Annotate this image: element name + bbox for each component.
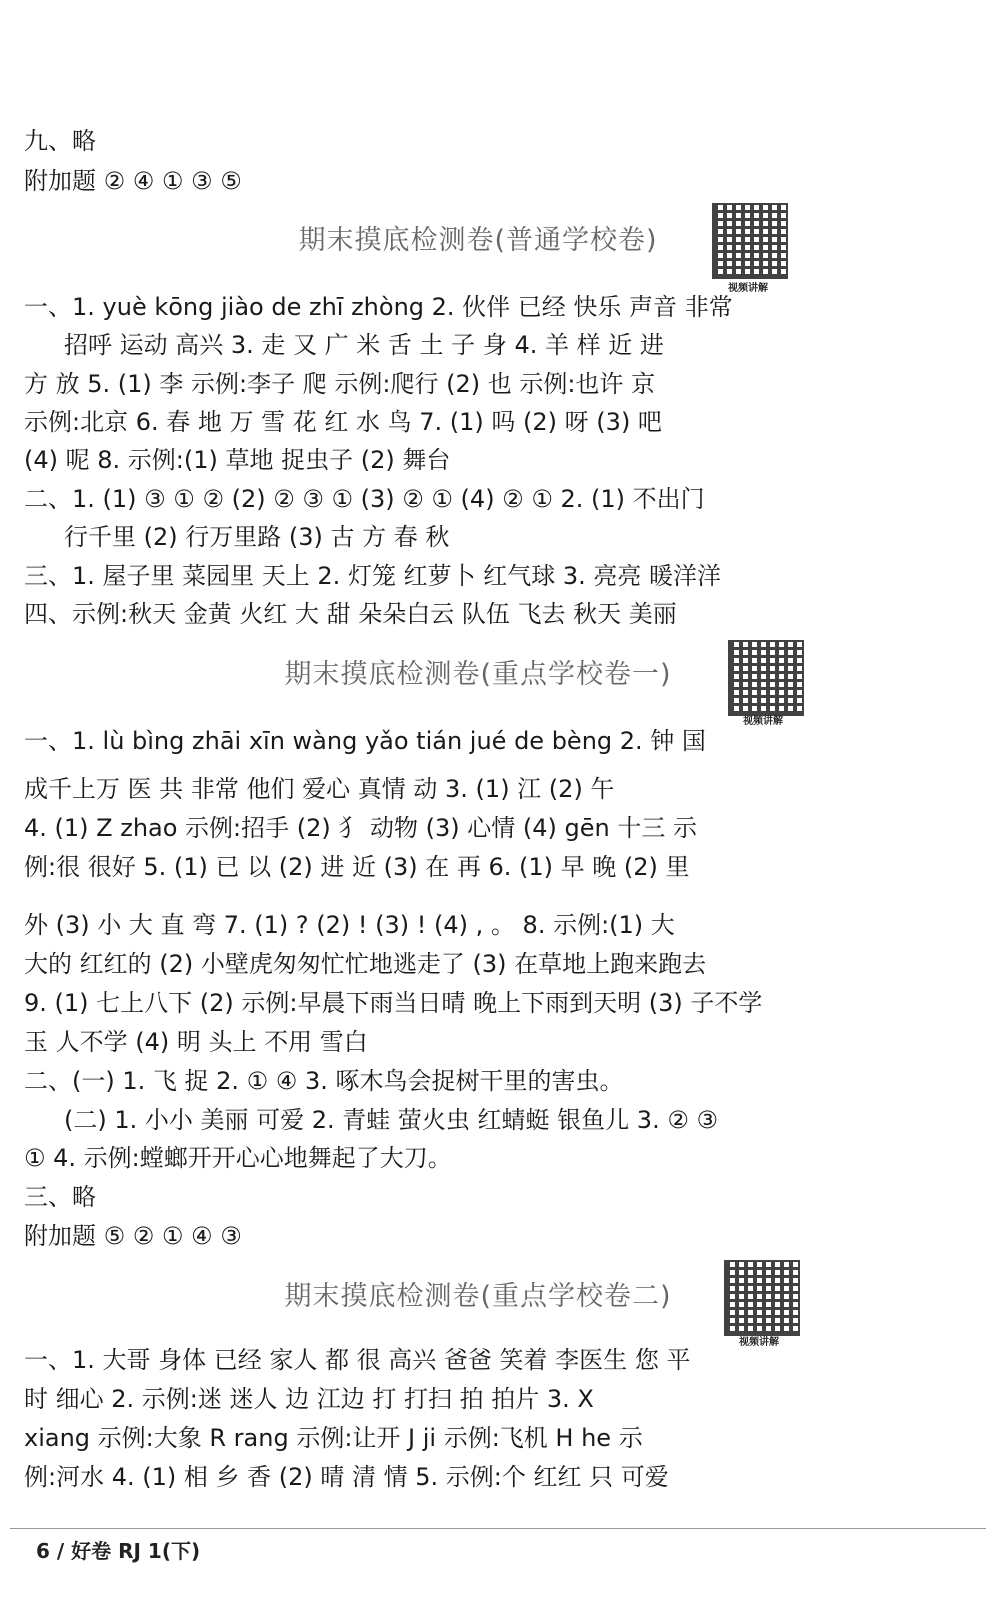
qr-code-icon xyxy=(724,1260,800,1336)
answer-line: 时 细心 2. 示例:迷 迷人 边 江边 打 打扫 拍 拍片 3. X xyxy=(24,1385,594,1413)
answer-line: 玉 人不学 (4) 明 头上 不用 雪白 xyxy=(24,1028,368,1056)
answer-line: xiang 示例:大象 R rang 示例:让开 J ji 示例:飞机 H he 示 xyxy=(24,1424,643,1452)
answer-line: (二) 1. 小小 美丽 可爱 2. 青蛙 萤火虫 红蜻蜓 银鱼儿 3. ② ③ xyxy=(64,1106,718,1134)
answer-line: 外 (3) 小 大 直 弯 7. (1) ? (2) ! (3) ! (4) , 。 8. 示例:(1) 大 xyxy=(24,911,675,939)
answer-line: 招呼 运动 高兴 3. 走 又 广 米 舌 土 子 身 4. 羊 样 近 进 xyxy=(64,331,664,359)
answer-line: 附加题 ⑤ ② ① ④ ③ xyxy=(24,1222,242,1250)
answer-line: 一、1. 大哥 身体 已经 家人 都 很 高兴 爸爸 笑着 李医生 您 平 xyxy=(24,1346,691,1374)
answer-line: 例:河水 4. (1) 相 乡 香 (2) 晴 清 情 5. 示例:个 红红 只 可爱 xyxy=(24,1463,669,1491)
qr-code-icon xyxy=(712,203,788,279)
section-title: 期末摸底检测卷(重点学校卷一) xyxy=(284,659,672,690)
answer-line: 附加题 ② ④ ① ③ ⑤ xyxy=(24,167,242,195)
answer-line: 一、1. yuè kōng jiào de zhī zhòng 2. 伙伴 已经 快乐 声音 非常 xyxy=(24,293,733,321)
answer-line: 四、示例:秋天 金黄 火红 大 甜 朵朵白云 队伍 飞去 秋天 美丽 xyxy=(24,600,677,628)
answer-line: ① 4. 示例:螳螂开开心心地舞起了大刀。 xyxy=(24,1144,452,1172)
answer-line: 大的 红红的 (2) 小壁虎匆匆忙忙地逃走了 (3) 在草地上跑来跑去 xyxy=(24,950,707,978)
answer-line: 一、1. lù bìng zhāi xīn wàng yǎo tián jué de bèng 2. 钟 国 xyxy=(24,727,706,755)
answer-line: 三、略 xyxy=(24,1183,96,1211)
section-title: 期末摸底检测卷(重点学校卷二) xyxy=(284,1281,672,1312)
answer-line: 例:很 很好 5. (1) 已 以 (2) 进 近 (3) 在 再 6. (1) 早 晚 (2) 里 xyxy=(24,853,690,881)
answer-line: 9. (1) 七上八下 (2) 示例:早晨下雨当日晴 晚上下雨到天明 (3) 子不学 xyxy=(24,989,763,1017)
answer-line: 4. (1) Z zhao 示例:招手 (2) 犭 动物 (3) 心情 (4) gēn 十三 示 xyxy=(24,814,697,842)
qr-label: 视频讲解 xyxy=(743,716,783,727)
page-footer: 6 / 好卷 RJ 1(下) xyxy=(36,1539,201,1563)
answer-line: (4) 呢 8. 示例:(1) 草地 捉虫子 (2) 舞台 xyxy=(24,446,451,474)
answer-line: 二、1. (1) ③ ① ② (2) ② ③ ① (3) ② ① (4) ② ① 2. (1) 不出门 xyxy=(24,485,705,513)
section-title: 期末摸底检测卷(普通学校卷) xyxy=(298,225,658,256)
qr-code-icon xyxy=(728,640,804,716)
answer-line: 方 放 5. (1) 李 示例:李子 爬 示例:爬行 (2) 也 示例:也许 京 xyxy=(24,370,656,398)
answer-line: 行千里 (2) 行万里路 (3) 古 方 春 秋 xyxy=(64,523,450,551)
answer-line: 二、(一) 1. 飞 捉 2. ① ④ 3. 啄木鸟会捉树干里的害虫。 xyxy=(24,1067,624,1095)
answer-line: 成千上万 医 共 非常 他们 爱心 真情 动 3. (1) 江 (2) 午 xyxy=(24,775,615,803)
answer-line: 九、略 xyxy=(24,127,96,155)
answer-line: 示例:北京 6. 春 地 万 雪 花 红 水 鸟 7. (1) 吗 (2) 呀 (3) 吧 xyxy=(24,408,662,436)
footer-divider xyxy=(10,1528,986,1529)
answer-line: 三、1. 屋子里 菜园里 天上 2. 灯笼 红萝卜 红气球 3. 亮亮 暖洋洋 xyxy=(24,562,721,590)
qr-label: 视频讲解 xyxy=(728,283,768,294)
qr-label: 视频讲解 xyxy=(739,1337,779,1348)
